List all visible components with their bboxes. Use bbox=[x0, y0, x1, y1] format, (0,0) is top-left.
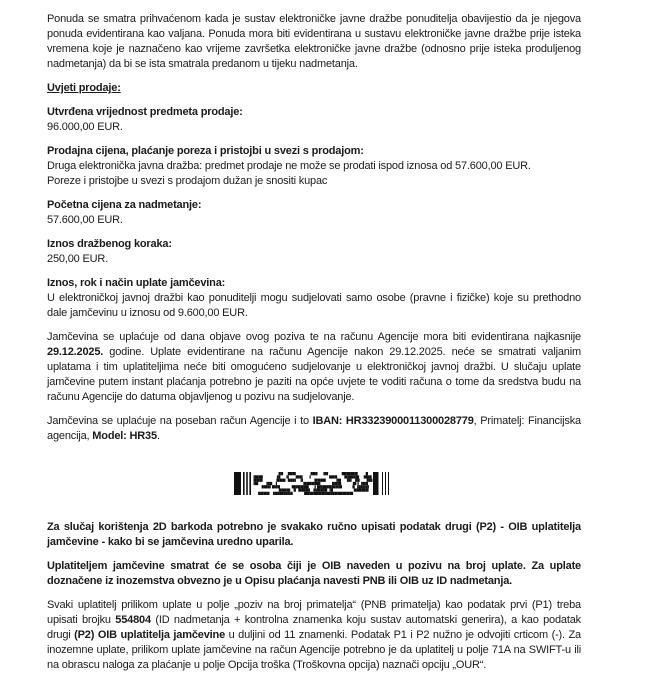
field-value: 250,00 EUR. bbox=[47, 253, 109, 265]
deposit-account-paragraph: Jamčevina se uplaćuje na poseban račun Agencije i to IBAN: HR3323900011300028779, Primatelj: Financijska agencija, Model: HR35. bbox=[47, 415, 581, 442]
barcode-note-paragraph: Za slučaj korištenja 2D barkoda potrebno je svakako ručno upisati podatak drugi (P2) - OIB uplatitelja jamčevine - kako bi se jamčevina uredno uparila. bbox=[47, 521, 581, 548]
field-label: Utvrđena vrijednost predmeta prodaje: bbox=[47, 106, 243, 118]
payment-2d-barcode bbox=[47, 472, 581, 500]
field-value: 57.600,00 EUR. bbox=[47, 214, 123, 226]
payer-note-paragraph: Uplatiteljem jamčevine smatrat će se osoba čiji je OIB naveden u pozivu na broj uplate. Za uplate doznačene iz inozemstva obvezno je u Opisu plaćanja navesti PNB ili OIB uz ID nadmetanja. bbox=[47, 560, 581, 587]
field-sale-price bbox=[47, 144, 581, 189]
field-label: Prodajna cijena, plaćanje poreza i pristojbi u svezi s prodajom: bbox=[47, 145, 364, 157]
intro-paragraph: Ponuda se smatra prihvaćenom kada je sustav elektroničke javne dražbe ponuditelja obavijestio da je njegova ponuda evidentirana kao valjana. Ponuda mora biti evidentirana u sustavu elektroničke javne dražbe prije isteka vremena koje je naznačeno kao vrijeme završetka elektroničke javne dražbe (odnosno prije isteka produljenog nadmetanja) da bi se ista smatrala predanom u tijeku nadmetanja. bbox=[47, 13, 581, 70]
pdf417-barcode-icon bbox=[229, 472, 399, 495]
field-label: Iznos, rok i način uplate jamčevina: bbox=[47, 277, 226, 289]
field-label: Početna cijena za nadmetanje: bbox=[47, 199, 202, 211]
field-bid-increment bbox=[47, 237, 581, 267]
field-value: Poreze i pristojbe u svezi s prodajom dužan je snositi kupac bbox=[47, 175, 328, 187]
payment-instructions-paragraph: Svaki uplatitelj prilikom uplate u polje „poziv na broj primatelja“ (PNB primatelja) kao podatak prvi (P1) treba upisati brojku 554804 (ID nadmetanja + kontrolna znamenka koju sustav automatski generira), a kao podatak drugi (P2) OIB uplatitelja jamčevine u duljini od 11 znamenki. Podatak P1 i P2 nužno je odvojiti crticom (-). Za inozemne uplate, prilikom uplate jamčevine na račun Agencije potrebno je da uplatitelj u polje 71A na SWIFT-u ili na obrascu naloga za plaćanje u polje Opcija troška (Troškovna opcija) naznači opciju „OUR“. bbox=[47, 599, 582, 671]
field-value: U elektroničkoj javnoj dražbi kao ponuditelji mogu sudjelovati samo osobe (pravne i fizičke) koje su prethodno dale jamčevinu u iznosu od 9.600,00 EUR. bbox=[47, 292, 581, 319]
field-assessed-value bbox=[47, 105, 581, 135]
field-value: 96.000,00 EUR. bbox=[47, 121, 123, 133]
field-label: Iznos dražbenog koraka: bbox=[47, 238, 172, 250]
field-deposit-terms bbox=[47, 276, 581, 321]
field-starting-price bbox=[47, 198, 581, 228]
deposit-deadline-paragraph: Jamčevina se uplaćuje od dana objave ovog poziva te na računu Agencije mora biti evidentirana najkasnije 29.12.2025. godine. Uplate evidentirane na računu Agencije nakon 29.12.2025. neće se smatrati valjanim uplatama i tim uplatiteljima neće biti omogućeno sudjelovanje u elektroničkoj javnoj dražbi. U slučaju uplate jamčevine putem instant plaćanja potrebno je paziti na opće uvjete te voditi računa o tome da sredstva budu na računu Agencije do datuma objavljenog u pozivu na sudjelovanje. bbox=[47, 331, 581, 403]
terms-heading: Uvjeti prodaje: bbox=[47, 82, 121, 94]
field-value: Druga elektronička javna dražba: predmet prodaje ne može se prodati ispod iznosa od 57.600,00 EUR. bbox=[47, 160, 531, 172]
